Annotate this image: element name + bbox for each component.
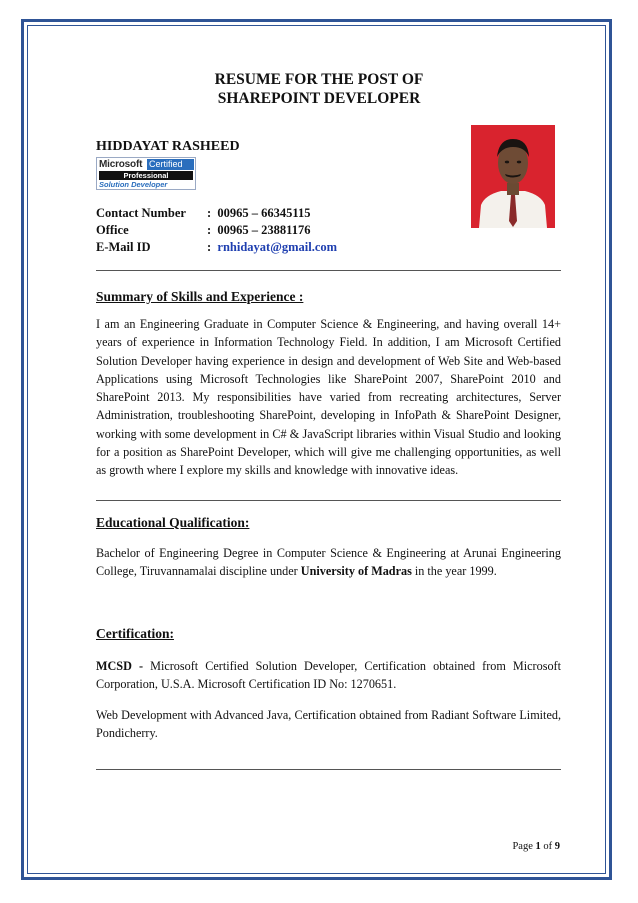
divider: [96, 270, 561, 271]
summary-heading: Summary of Skills and Experience :: [96, 289, 304, 304]
microsoft-certified-logo: [96, 157, 196, 190]
summary-paragraph: I am an Engineering Graduate in Computer Science & Engineering, and having overall 14+ years of experience in Information Technology Field. In addition, I am Microsoft Certified Solution Developer having experience in design and development of Web Site and Web-based Applications using Microsoft Technologies like SharePoint 2007, SharePoint 2010 and SharePoint 2013. My responsibilities have varied from recreating architectures, Server Administration, troubleshooting SharePoint, developing in InfoPath & SharePoint Designer, working with some development in C# & JavaScript libraries within Visual Studio and looking for a position as SharePoint Developer, which will give me challenging opportunities, as well as growth where I explore my skills and knowledge with innovative ideas.: [96, 317, 561, 478]
portrait-image: [471, 125, 555, 228]
divider: [96, 500, 561, 501]
email-link[interactable]: rnhidayat@gmail.com: [217, 240, 338, 254]
logo-brand: Microsoft: [99, 159, 143, 170]
logo-role: Solution Developer: [99, 180, 168, 189]
divider: [96, 769, 561, 770]
profile-photo: [471, 125, 555, 228]
education-paragraph: Bachelor of Engineering Degree in Computer Science & Engineering at Arunai Engineering College, Tiruvannamalai discipline under University of Madras in the year 1999.: [96, 546, 561, 579]
logo-level: Professional: [99, 171, 193, 180]
title-line-1: RESUME FOR THE POST OF: [214, 71, 424, 88]
education-heading: Educational Qualification:: [96, 515, 250, 530]
logo-certified: Certified: [147, 159, 194, 170]
page-number: Page 1 of 9: [512, 841, 560, 852]
university-name: University of Madras: [300, 564, 412, 579]
certification-item-2: Web Development with Advanced Java, Certification obtained from Radiant Software Limited, Pondicherry.: [96, 708, 561, 741]
title-line-2: SHAREPOINT DEVELOPER: [217, 90, 421, 107]
email-label: E-Mail ID: [96, 240, 151, 254]
contact-number-label: Contact Number: [96, 206, 186, 220]
certification-item-1: MCSD - Microsoft Certified Solution Developer, Certification obtained from Microsoft Corporation, U.S.A. Microsoft Certification ID No: 1270651.: [96, 659, 561, 692]
contact-number-value: : 00965 – 66345115: [207, 206, 311, 220]
certification-heading: Certification:: [96, 626, 174, 641]
email-value: : rnhidayat@gmail.com: [207, 240, 338, 254]
office-value: : 00965 – 23881176: [207, 223, 311, 237]
office-label: Office: [96, 223, 129, 237]
candidate-name: HIDDAYAT RASHEED: [96, 139, 240, 154]
